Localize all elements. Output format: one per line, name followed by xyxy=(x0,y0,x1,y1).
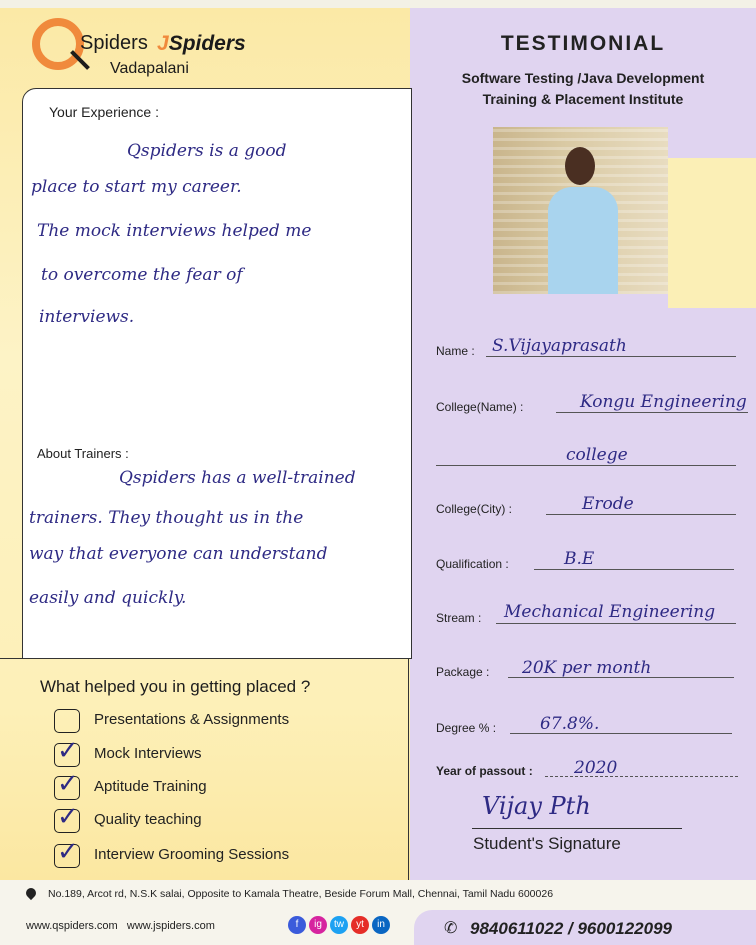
college-name-label: College(Name) : xyxy=(436,400,524,414)
checkbox-presentations[interactable] xyxy=(54,709,80,733)
address: No.189, Arcot rd, N.S.K salai, Opposite to Kamala Theatre, Beside Forum Mall, Chennai, Tamil Nadu 600026 xyxy=(48,888,554,900)
footer xyxy=(0,880,756,945)
testimonial-title: TESTIMONIAL xyxy=(500,32,666,55)
name-underline xyxy=(486,356,736,357)
college-name-underline-2 xyxy=(436,465,736,466)
twitter-icon[interactable]: tw xyxy=(330,916,348,934)
trainers-line-4: easily and quickly. xyxy=(29,588,187,608)
college-city-underline xyxy=(546,514,736,515)
phone-icon: ✆ xyxy=(444,920,458,937)
check-icon: ✓ xyxy=(57,769,79,799)
qspiders-brand: Spiders xyxy=(80,32,148,54)
passout-label: Year of passout : xyxy=(436,764,533,778)
website-links xyxy=(26,920,215,932)
social-icons xyxy=(288,916,393,934)
location-pin-icon xyxy=(24,886,38,900)
college-name-value-1: Kongu Engineering xyxy=(580,392,747,412)
photo-person-head xyxy=(565,147,595,185)
trainers-box xyxy=(22,436,412,659)
q-logo-icon xyxy=(32,18,84,70)
qspiders-url[interactable]: www.qspiders.com xyxy=(26,920,118,932)
experience-line-4: to overcome the fear of xyxy=(41,265,243,285)
experience-box xyxy=(22,88,412,438)
passout-value: 2020 xyxy=(574,758,618,778)
stream-underline xyxy=(496,623,736,624)
trainers-line-3: way that everyone can understand xyxy=(29,544,328,564)
instagram-icon[interactable]: ig xyxy=(309,916,327,934)
signature-label: Student's Signature xyxy=(473,834,621,853)
helped-section xyxy=(0,658,409,881)
institute-subtitle xyxy=(410,68,756,110)
student-photo xyxy=(493,127,668,294)
college-city-label: College(City) : xyxy=(436,502,513,516)
trainers-line-2: trainers. They thought us in the xyxy=(29,508,304,528)
branch-location: Vadapalani xyxy=(110,60,189,77)
package-label: Package : xyxy=(436,665,490,679)
name-label: Name : xyxy=(436,344,475,358)
phone-bar xyxy=(414,910,756,945)
logo xyxy=(32,18,272,88)
qualification-value: B.E xyxy=(564,549,595,569)
youtube-icon[interactable]: yt xyxy=(351,916,369,934)
stream-value: Mechanical Engineering xyxy=(504,602,716,622)
trainers-label: About Trainers : xyxy=(37,446,129,461)
jspiders-url[interactable]: www.jspiders.com xyxy=(126,920,215,932)
check-icon: ✓ xyxy=(57,802,79,832)
checkbox-interview-grooming[interactable] xyxy=(54,837,80,868)
option-label: Interview Grooming Sessions xyxy=(94,846,290,863)
student-signature: Vijay Pth xyxy=(482,792,591,820)
check-icon: ✓ xyxy=(57,736,79,766)
qualification-label: Qualification : xyxy=(436,557,509,571)
option-label: Aptitude Training xyxy=(94,778,207,795)
stream-label: Stream : xyxy=(436,611,482,625)
experience-label: Your Experience : xyxy=(49,104,159,120)
degree-value: 67.8%. xyxy=(540,714,600,734)
college-city-value: Erode xyxy=(582,494,634,514)
option-label: Presentations & Assignments xyxy=(94,711,290,728)
subtitle-line-2: Training & Placement Institute xyxy=(482,91,684,107)
linkedin-icon[interactable]: in xyxy=(372,916,390,934)
subtitle-line-1: Software Testing /Java Development xyxy=(461,70,705,86)
checkbox-mock-interviews[interactable] xyxy=(54,736,80,767)
trainers-line-1: Qspiders has a well-trained xyxy=(119,468,356,488)
jspiders-brand xyxy=(157,32,246,56)
checkbox-aptitude-training[interactable] xyxy=(54,769,80,800)
jspiders-j: J xyxy=(157,32,169,55)
college-name-value-2: college xyxy=(566,445,628,465)
signature-line xyxy=(472,828,682,829)
experience-line-5: interviews. xyxy=(39,307,135,327)
option-label: Quality teaching xyxy=(94,811,202,828)
college-name-underline xyxy=(556,412,748,413)
experience-line-2: place to start my career. xyxy=(31,177,242,197)
experience-line-1: Qspiders is a good xyxy=(127,141,287,161)
name-value: S.Vijayaprasath xyxy=(492,336,627,356)
experience-line-3: The mock interviews helped me xyxy=(37,221,312,241)
degree-label: Degree % : xyxy=(436,721,497,735)
check-icon: ✓ xyxy=(57,837,79,867)
phone-numbers[interactable]: 9840611022 / 9600122099 xyxy=(470,919,672,938)
jspiders-rest: Spiders xyxy=(168,32,246,55)
checkbox-quality-teaching[interactable] xyxy=(54,802,80,833)
package-value: 20K per month xyxy=(522,658,652,678)
decor-yellow-block xyxy=(668,158,756,308)
facebook-icon[interactable]: f xyxy=(288,916,306,934)
photo-person-body xyxy=(548,187,618,294)
helped-title: What helped you in getting placed ? xyxy=(40,677,311,696)
option-label: Mock Interviews xyxy=(94,745,202,762)
qualification-underline xyxy=(534,569,734,570)
